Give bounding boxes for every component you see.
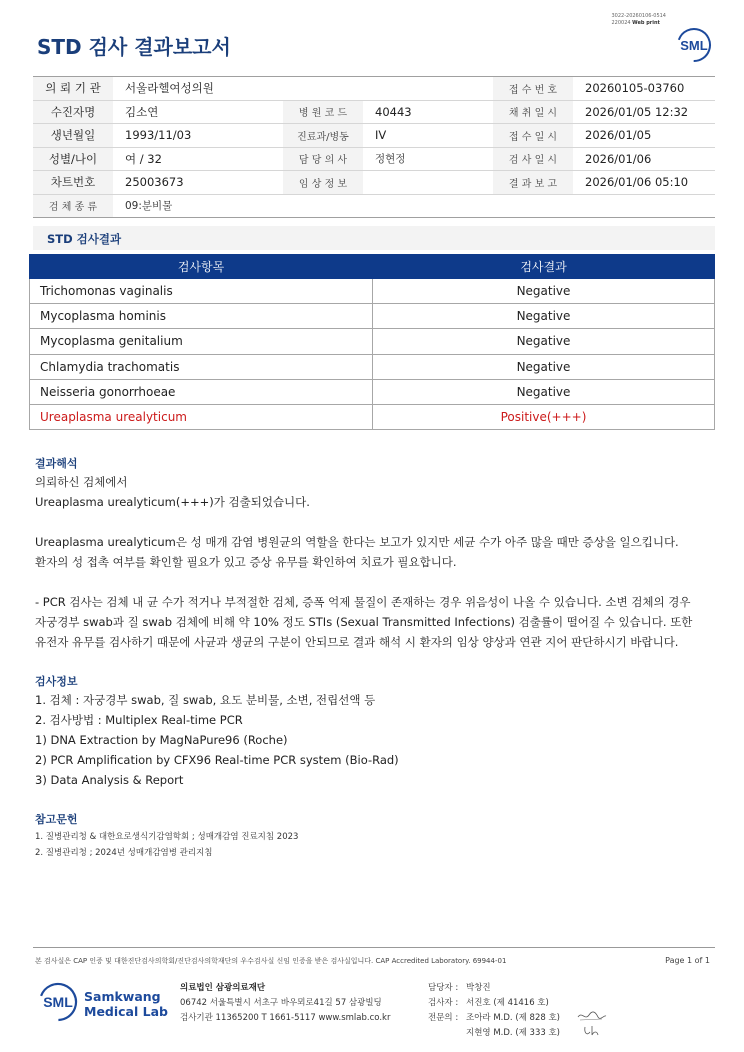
value-collection-time: 2026/01/05 12:32 bbox=[573, 100, 715, 124]
label-receipt-number: 접 수 번 호 bbox=[493, 77, 573, 101]
column-header-test-item: 검사항목 bbox=[30, 255, 373, 279]
lab-name-line2: Medical Lab bbox=[84, 1004, 168, 1019]
label-patient-name: 수진자명 bbox=[33, 100, 113, 124]
value-specimen-type: 09:분비물 bbox=[113, 194, 715, 218]
interpretation-line: Ureaplasma urealyticum(+++)가 검출되었습니다. bbox=[35, 495, 310, 509]
label-hospital-code: 병 원 코 드 bbox=[283, 100, 363, 124]
interpretation-line: - PCR 검사는 검체 내 균 수가 적거나 부적절한 검체, 증폭 억제 물질이 존재하는 경우 위음성이 나올 수 있습니다. 소변 검체의 경우 bbox=[35, 595, 691, 609]
staff-info bbox=[428, 981, 560, 1041]
value-clinical-info bbox=[363, 171, 493, 195]
reference-line: 1. 질병관리청 & 대한요로생식기감염학회 ; 성매개감염 진료지침 2023 bbox=[35, 832, 299, 842]
test-name: Trichomonas vaginalis bbox=[30, 279, 373, 304]
value-test-date: 2026/01/06 bbox=[573, 147, 715, 171]
column-header-test-result: 검사결과 bbox=[373, 255, 715, 279]
value-receipt-date: 2026/01/05 bbox=[573, 124, 715, 148]
test-result-positive: Positive(+++) bbox=[373, 404, 715, 429]
staff-name: 박창진 bbox=[466, 983, 491, 993]
document-id-line1: 3022-20260106-0514 bbox=[611, 13, 666, 19]
info-row bbox=[33, 124, 715, 148]
label-result-report: 결 과 보 고 bbox=[493, 171, 573, 195]
page-number: Page 1 of 1 bbox=[665, 956, 710, 965]
test-name: Mycoplasma genitalium bbox=[30, 329, 373, 354]
staff-label: 담당자 : bbox=[428, 983, 459, 993]
interpretation-line: 자궁경부 swab과 질 swab 검체에 비해 약 10% 정도 STIs (Sexual Transmitted Infections) 검출률이 떨어질 수 있습니다. 또한 bbox=[35, 615, 693, 629]
info-row bbox=[33, 77, 715, 101]
value-result-report: 2026/01/06 05:10 bbox=[573, 171, 715, 195]
value-department: IV bbox=[363, 124, 493, 148]
info-row bbox=[33, 194, 715, 218]
document-id-line2 bbox=[611, 20, 666, 27]
document-id bbox=[611, 13, 666, 27]
document-id-prefix: 220024 bbox=[611, 20, 631, 26]
lab-name-line1: Samkwang bbox=[84, 989, 161, 1004]
value-requesting-clinic: 서울라헬여성의원 bbox=[113, 77, 493, 101]
staff-label: 전문의 : bbox=[428, 1013, 459, 1023]
table-row bbox=[30, 279, 715, 304]
interpretation-line: Ureaplasma urealyticum은 성 매개 감염 병원균의 역할을 한다는 보고가 있지만 세균 수가 아주 많을 때만 증상을 일으킵니다. bbox=[35, 535, 679, 549]
accreditation-note: 본 검사실은 CAP 인증 및 대한진단검사의학회/진단검사의학재단의 우수검사실 신임 인증을 받은 검사실입니다. CAP Accredited Laboratory. 69944-01 bbox=[35, 957, 507, 965]
test-info-title: 검사정보 bbox=[35, 675, 78, 688]
value-chart-number: 25003673 bbox=[113, 171, 283, 195]
value-birth-date: 1993/11/03 bbox=[113, 124, 283, 148]
test-info-line: 2) PCR Amplification by CFX96 Real-time PCR system (Bio-Rad) bbox=[35, 753, 399, 767]
test-info-line: 2. 검사방법 : Multiplex Real-time PCR bbox=[35, 713, 243, 727]
web-print-label: Web print bbox=[632, 20, 660, 26]
std-results-table bbox=[29, 254, 715, 430]
test-result: Negative bbox=[373, 279, 715, 304]
test-name: Ureaplasma urealyticum bbox=[30, 404, 373, 429]
test-result: Negative bbox=[373, 329, 715, 354]
interpretation-line: 유전자 유무를 검사하기 때문에 사균과 생균의 구분이 안되므로 결과 해석 시 환자의 임상 양상과 연관 지어 판단하시기 바랍니다. bbox=[35, 635, 679, 649]
label-doctor: 담 당 의 사 bbox=[283, 147, 363, 171]
table-row-positive bbox=[30, 404, 715, 429]
label-birth-date: 생년월일 bbox=[33, 124, 113, 148]
table-row bbox=[30, 354, 715, 379]
label-receipt-date: 접 수 일 시 bbox=[493, 124, 573, 148]
test-name: Neisseria gonorrhoeae bbox=[30, 379, 373, 404]
reference-line: 2. 질병관리청 ; 2024년 성매개감염병 관리지침 bbox=[35, 848, 213, 858]
label-sex-age: 성별/나이 bbox=[33, 147, 113, 171]
label-specimen-type: 검 체 종 류 bbox=[33, 194, 113, 218]
interpretation-line: 의뢰하신 검체에서 bbox=[35, 475, 128, 489]
sml-footer-logo-text: SML bbox=[43, 994, 73, 1010]
organization-info bbox=[180, 981, 390, 1026]
label-chart-number: 차트번호 bbox=[33, 171, 113, 195]
test-info-line: 1) DNA Extraction by MagNaPure96 (Roche) bbox=[35, 733, 288, 747]
staff-name: 지현영 M.D. (제 333 호) bbox=[466, 1028, 561, 1038]
sml-footer-logo-icon bbox=[38, 982, 78, 1022]
test-info-line: 3) Data Analysis & Report bbox=[35, 773, 184, 787]
lab-name bbox=[84, 989, 168, 1019]
label-requesting-clinic: 의 뢰 기 관 bbox=[33, 77, 113, 101]
patient-info-table bbox=[33, 76, 715, 218]
test-name: Mycoplasma hominis bbox=[30, 304, 373, 329]
test-result: Negative bbox=[373, 304, 715, 329]
info-row bbox=[33, 100, 715, 124]
test-result: Negative bbox=[373, 354, 715, 379]
test-result: Negative bbox=[373, 379, 715, 404]
organization-name: 의료법인 삼광의료재단 bbox=[180, 983, 266, 993]
footer-divider bbox=[33, 947, 715, 948]
staff-label: 검사자 : bbox=[428, 998, 459, 1008]
label-clinical-info: 임 상 정 보 bbox=[283, 171, 363, 195]
sml-logo-icon bbox=[676, 27, 712, 63]
test-info-line: 1. 검체 : 자궁경부 swab, 질 swab, 요도 분비물, 소변, 전립선액 등 bbox=[35, 693, 376, 707]
staff-name: 서진호 (제 41416 호) bbox=[466, 998, 549, 1008]
value-sex-age: 여 / 32 bbox=[113, 147, 283, 171]
value-doctor: 정현정 bbox=[363, 147, 493, 171]
table-row bbox=[30, 379, 715, 404]
interpretation-title: 결과해석 bbox=[35, 457, 78, 470]
value-receipt-number: 20260105-03760 bbox=[573, 77, 715, 101]
value-hospital-code: 40443 bbox=[363, 100, 493, 124]
signature-icon bbox=[582, 1024, 602, 1038]
organization-address: 06742 서울특별시 서초구 바우뫼로41길 57 삼광빌딩 bbox=[180, 998, 382, 1008]
test-name: Chlamydia trachomatis bbox=[30, 354, 373, 379]
table-row bbox=[30, 304, 715, 329]
info-row bbox=[33, 147, 715, 171]
table-row bbox=[30, 329, 715, 354]
std-results-section-title: STD 검사결과 bbox=[33, 226, 715, 250]
page-title: STD 검사 결과보고서 bbox=[37, 35, 231, 59]
value-patient-name: 김소연 bbox=[113, 100, 283, 124]
organization-contact: 검사기관 11365200 T 1661-5117 www.smlab.co.kr bbox=[180, 1013, 391, 1023]
staff-name: 조아라 M.D. (제 828 호) bbox=[466, 1013, 561, 1023]
sml-logo-text: SML bbox=[680, 38, 708, 53]
info-row bbox=[33, 171, 715, 195]
interpretation-line: 환자의 성 접촉 여부를 확인할 필요가 있고 증상 유무를 확인하여 치료가 필요합니다. bbox=[35, 555, 457, 569]
label-department: 진료과/병동 bbox=[283, 124, 363, 148]
signature-icon bbox=[576, 1009, 608, 1023]
references-title: 참고문헌 bbox=[35, 813, 78, 826]
label-test-date: 검 사 일 시 bbox=[493, 147, 573, 171]
label-collection-time: 채 취 일 시 bbox=[493, 100, 573, 124]
